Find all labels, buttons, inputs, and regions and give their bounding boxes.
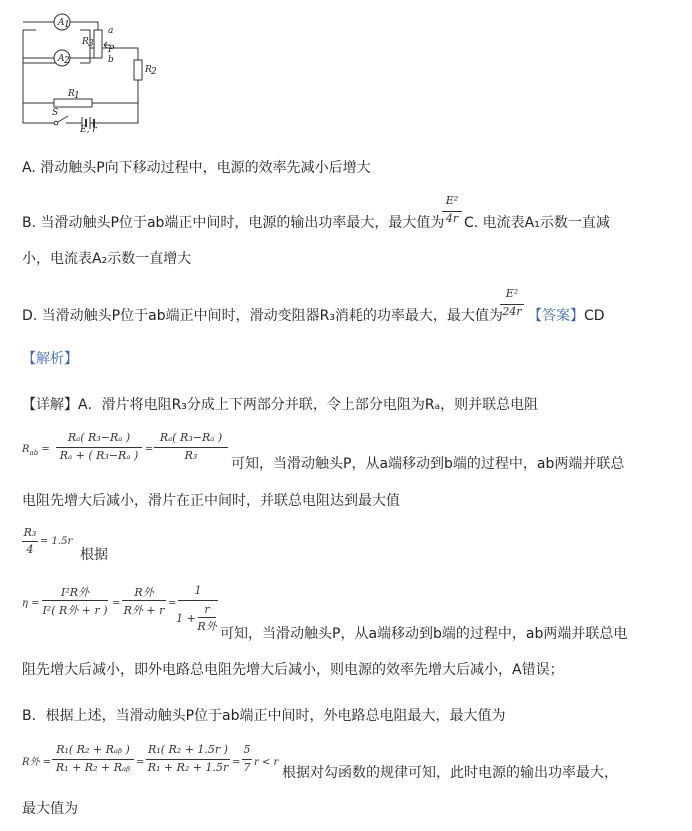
r3-frac-bar (22, 541, 38, 542)
rab-d2: R₃ (184, 449, 198, 462)
rw-n3: 5 (243, 743, 251, 756)
rab-continued: 电阻先增大后减小，滑片在正中间时，并联总电阻达到最大值 (22, 493, 400, 509)
eta-bar3 (178, 600, 218, 601)
a-label: a (108, 26, 114, 36)
a1-sub: 1 (64, 20, 70, 30)
rab-bar2 (154, 447, 228, 448)
r2-sub: 2 (151, 67, 157, 77)
option-d-frac-num: E² (505, 287, 519, 300)
p-label: P (108, 45, 115, 55)
detail-a-intro: 【详解】A．滑片将电阻R₃分成上下两部分并联，令上部分电阻为Rₐ，则并联总电阻 (22, 397, 539, 413)
eta-d3-num: r (204, 603, 210, 616)
r3-sub: 3 (88, 39, 94, 49)
rab-n1: Rₐ( R₃−Rₐ ) (67, 431, 131, 444)
rw-after: 根据对勾函数的规律可知，此时电源的输出功率最大， (282, 765, 618, 781)
r3-after: 根据 (80, 547, 108, 563)
option-c-continued: 小，电流表A₂示数一直增大 (22, 251, 192, 267)
er-label: E, r (80, 125, 97, 133)
answer-label: 【答案】 (528, 308, 584, 324)
eta-continued: 阻先增大后减小，即外电路总电阻先增大后减小，则电源的效率先增大后减小，A错误； (22, 662, 564, 678)
r1-resistor (54, 99, 92, 107)
b-detail: B．根据上述，当滑动触头P位于ab端正中间时，外电路总电阻最大，最大值为 (22, 708, 506, 724)
rw-left: R外 = (22, 757, 52, 768)
option-b-frac-den: 4r (445, 212, 459, 225)
eta-d1: I²( R外 + r ) (42, 604, 108, 617)
r2-resistor (134, 60, 142, 80)
r3-label: R (82, 37, 89, 47)
eta-n3: 1 (194, 584, 202, 597)
b-label: b (108, 55, 114, 65)
eta-d2: R外 + r (123, 604, 165, 617)
rab-d1: Rₐ + ( R₃−Rₐ ) (59, 449, 139, 462)
option-b-frac-num: E² (445, 194, 459, 207)
eta-eq3: = (168, 598, 177, 609)
rw-bar3 (242, 759, 252, 760)
eta-n2: R外 (134, 586, 154, 599)
option-d-frac-den: 24r (502, 305, 522, 318)
rw-d1: R₁ + R₂ + Rₐᵦ (55, 761, 131, 774)
rw-d3: 7 (243, 761, 251, 774)
a2-sub: 2 (64, 56, 70, 66)
rw-eq3: = (232, 757, 241, 768)
circuit-diagram (18, 8, 168, 133)
rw-n1: R₁( R₂ + Rₐᵦ ) (56, 743, 130, 756)
rab-after: 可知，当滑动触头P，从a端移动到b端的过程中，ab两端并联总 (231, 456, 625, 472)
eta-label: η = (22, 598, 40, 609)
rab-n2: Rₐ( R₃−Rₐ ) (159, 431, 223, 444)
rw-eq2: = (136, 757, 145, 768)
rw-d2: R₁ + R₂ + 1.5r (147, 761, 229, 774)
option-b: B. 当滑动触头P位于ab端正中间时，电源的输出功率最大，最大值为 (22, 215, 445, 231)
rab-eq: = (145, 444, 154, 455)
last-line: 最大值为 (22, 801, 78, 817)
eta-d3-den: R外 (197, 620, 217, 633)
r1-sub: 1 (74, 91, 80, 101)
option-a: A. 滑动触头P向下移动过程中，电源的效率先减小后增大 (22, 160, 371, 176)
eta-eq2: = (112, 598, 121, 609)
option-d: D. 当滑动触头P位于ab端正中间时，滑动变阻器R₃消耗的功率最大，最大值为 (22, 308, 503, 324)
a2-label: A (58, 54, 65, 64)
r3-frac-den: 4 (26, 543, 34, 556)
rw-bar1 (52, 759, 134, 760)
rw-n2: R₁( R₂ + 1.5r ) (148, 743, 228, 756)
r3-frac-num: R₃ (23, 526, 37, 539)
eta-bar1 (42, 600, 108, 601)
eta-n1: I²R外 (60, 586, 90, 599)
option-c: C. 电流表A₁示数一直减 (464, 215, 610, 231)
r2-label: R (145, 65, 152, 75)
rab-bar1 (56, 447, 142, 448)
analysis-heading: 【解析】 (22, 351, 78, 367)
rw-tail: r < r (254, 757, 279, 768)
eta-d3-a: 1 + (176, 612, 196, 625)
rw-bar2 (146, 759, 230, 760)
eta-after: 可知，当滑动触头P，从a端移动到b端的过程中，ab两端并联总电 (220, 626, 628, 642)
r3-eq: = 1.5r (40, 536, 73, 547)
s-label: S (52, 108, 59, 118)
r3-resistor (94, 30, 102, 58)
r1-label: R (68, 89, 75, 99)
rab-left: $R_{ab}$ = (22, 444, 50, 457)
a1-label: A (58, 18, 65, 28)
eta-bar2 (122, 600, 166, 601)
answer-value: CD (584, 308, 605, 324)
